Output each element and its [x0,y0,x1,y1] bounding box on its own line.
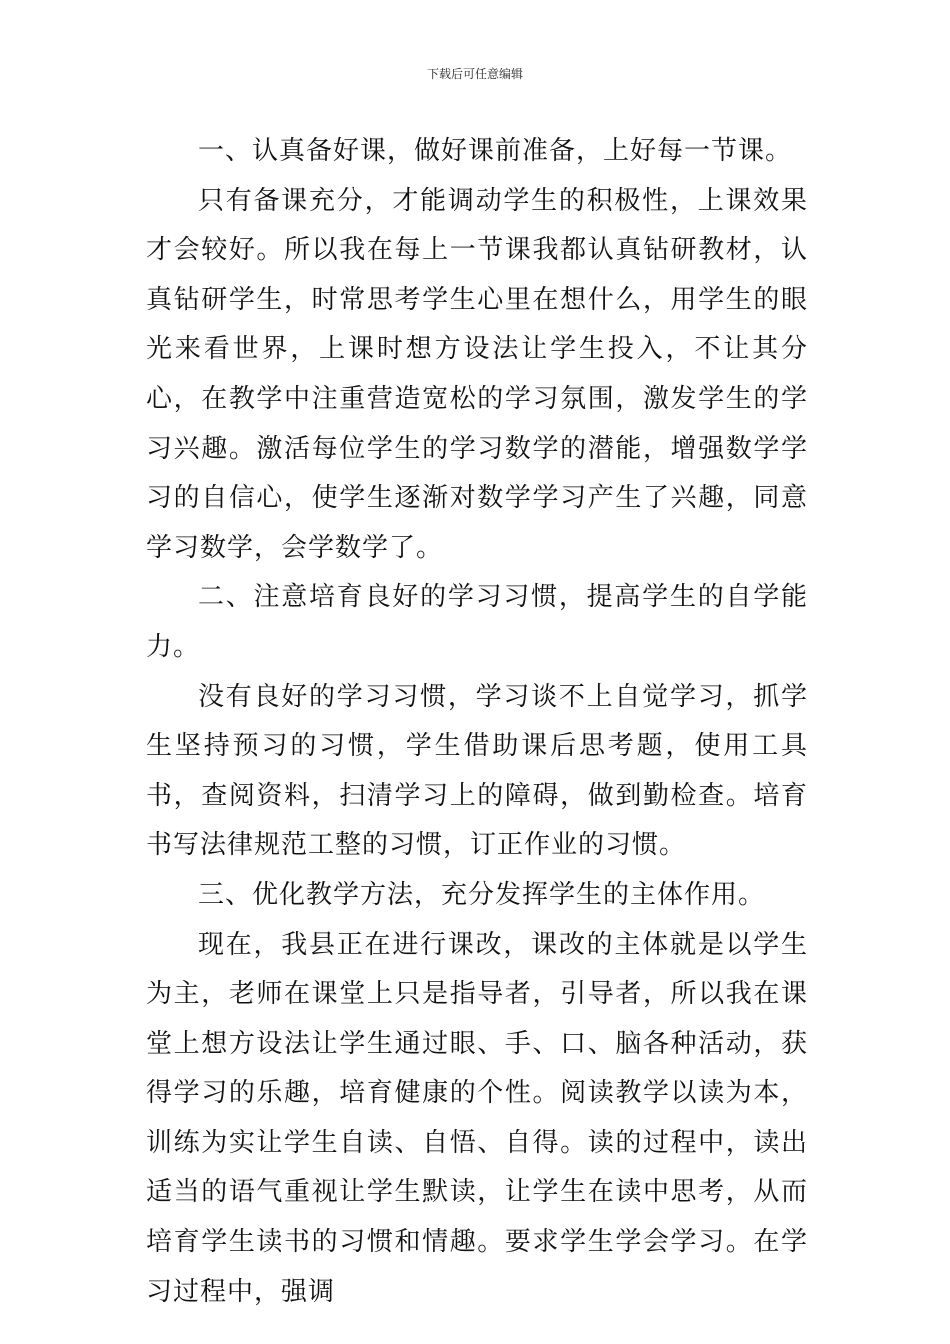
body-paragraph-3: 现在，我县正在进行课改，课改的主体就是以学生为主，老师在课堂上只是指导者，引导者，所以我在课堂上想方设法让学生通过眼、手、口、脑各种活动，获得学习的乐趣，培育健康的个性。阅读教学以读为本，训练为实让学生自读、自悟、自得。读的过程中，读出适当的语气重视让学生默读，让学生在读中思考，从而培育学生读书的习惯和情趣。要求学生学会学习。在学习过程中，强调 [146,929,808,1307]
section-heading-2: 二、注意培育良好的学习习惯，提高学生的自学能力。 [146,582,808,662]
section-heading-1: 一、认真备好课，做好课前准备，上好每一节课。 [198,136,793,166]
body-paragraph-1: 只有备课充分，才能调动学生的积极性，上课效果才会较好。所以我在每上一节课我都认真钻研教材，认真钻研学生，时常思考学生心里在想什么，用学生的眼光来看世界，上课时想方设法让学生投入，不让其分心，在教学中注重营造宽松的学习氛围，激发学生的学习兴趣。激活每位学生的学习数学的潜能，增强数学学习的自信心，使学生逐渐对数学学习产生了兴趣，同意学习数学，会学数学了。 [146,185,808,563]
section-heading-3: 三、优化教学方法，充分发挥学生的主体作用。 [198,879,766,910]
body-paragraph-2: 没有良好的学习习惯，学习谈不上自觉学习，抓学生坚持预习的习惯，学生借助课后思考题，使用工具书，查阅资料，扫清学习上的障碍，做到勤检查。培育书写法律规范工整的习惯，订正作业的习惯。 [146,681,808,861]
page-header: 下载后可任意编辑 [426,67,523,81]
document-body [146,127,808,1317]
